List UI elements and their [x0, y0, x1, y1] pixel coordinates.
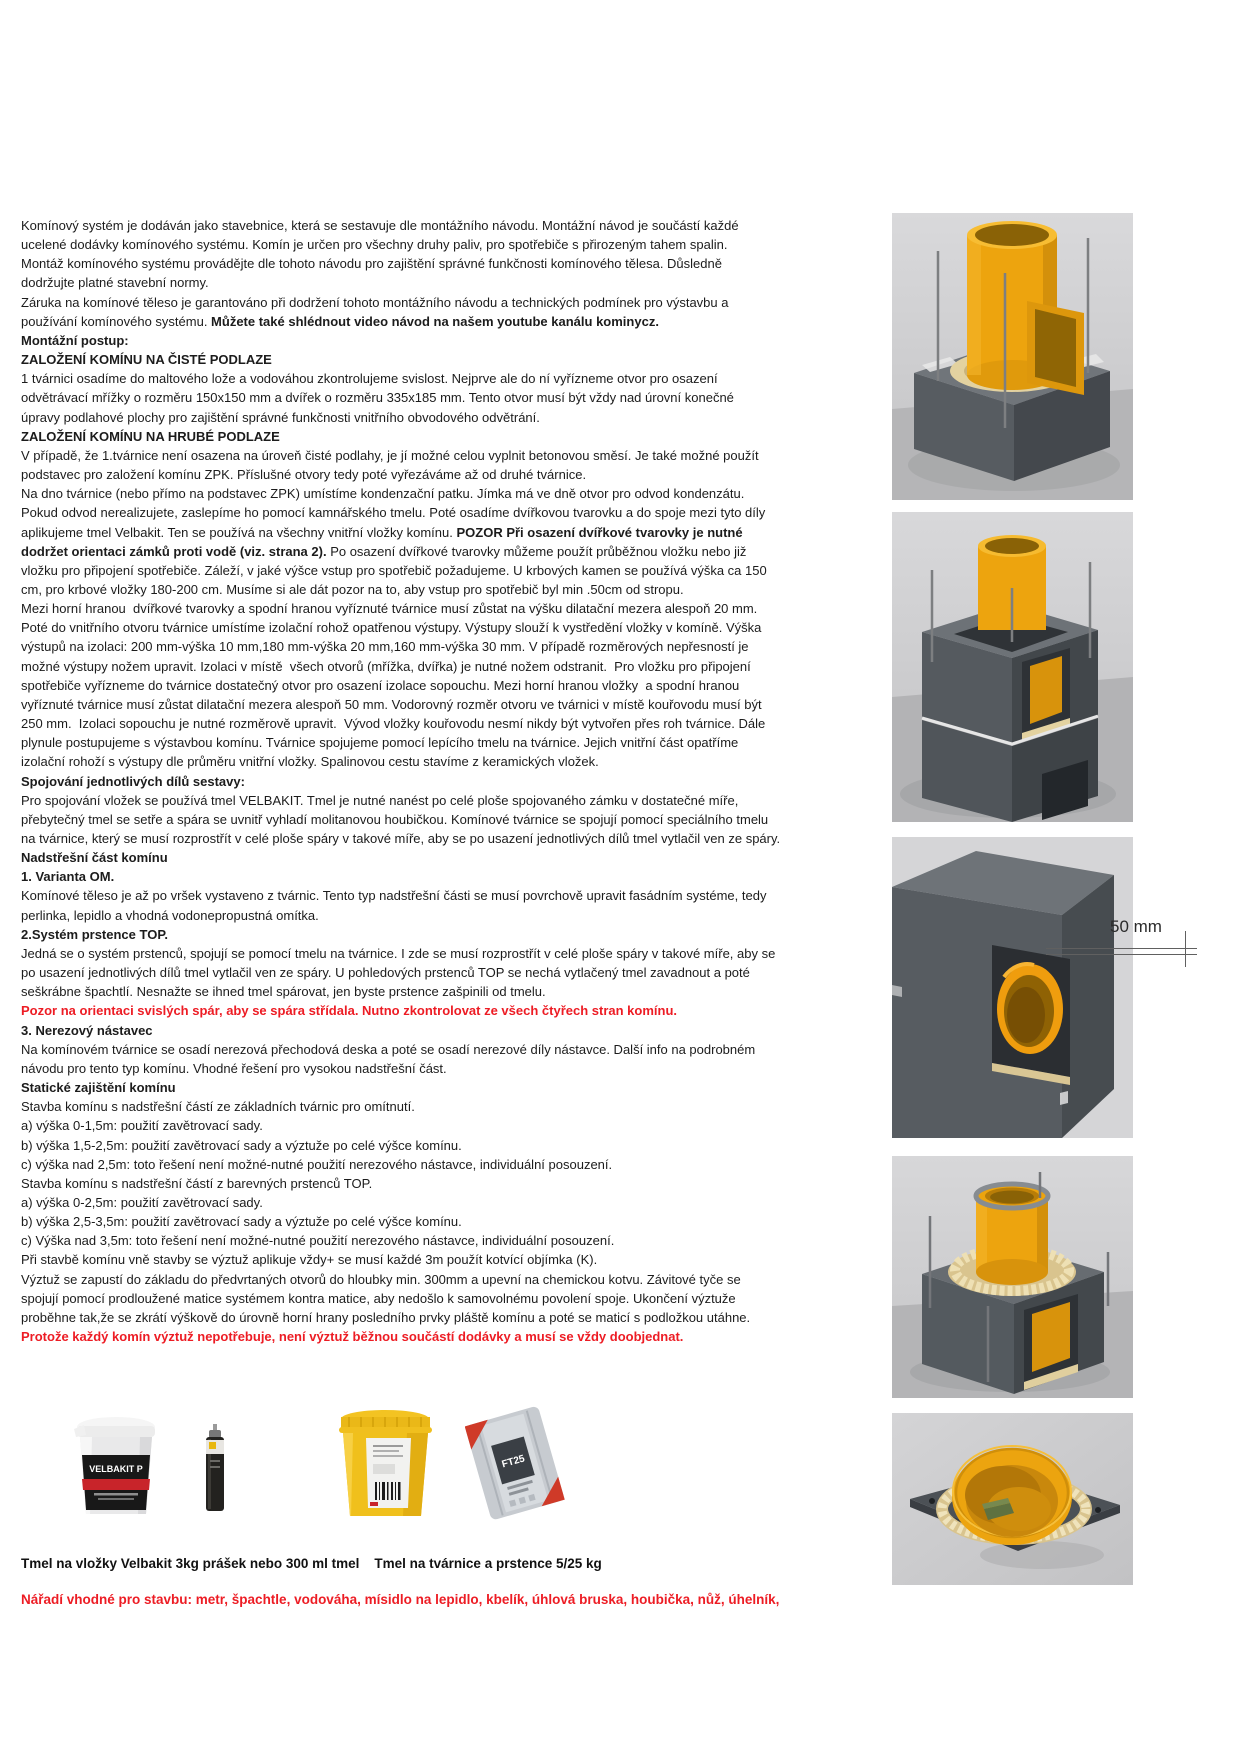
dimension-50mm-label: 50 mm [1110, 917, 1162, 936]
velbakit-bucket-label: VELBAKIT P [89, 1464, 143, 1474]
text-line: návodu pro tento typ komínu. Vhodné řešení pro vysokou nadstřešní část. [21, 1060, 447, 1076]
text-line: odvětrávací mřížky o rozměru 150x150 mm a dvířek o rozměru 335x185 mm. Tento otvor musí být vždy nad úrovní konečné [21, 390, 734, 406]
text-line: Na komínovém tvárnice se osadí nerezová přechodová deska a poté se osadí nerezové díly nástavce. Další info na podrobném [21, 1041, 756, 1057]
text-line: Montážní postup: [21, 332, 129, 348]
product-velbakit-bucket [72, 1413, 160, 1518]
text-line: 3. Nerezový nástavec [21, 1022, 153, 1038]
dimension-leader-line [1046, 954, 1197, 955]
text-line: Jedná se o systém prstenců, spojují se pomocí tmelu na tvárnice. I zde se musí rozprostřít v celé ploše spáry v takové míře, aby se [21, 945, 776, 961]
chimney-stack-illustration [892, 512, 1133, 822]
text-line: Na dno tvárnice (nebo přímo na podstavec ZPK) umístíme kondenzační patku. Jímka má ve dně otvor pro odvod kondenzátu. [21, 486, 745, 502]
text-line: úpravy podlahové plochy pro zajištění správné funkčnosti vnitřního obvodového odvětrání. [21, 409, 540, 425]
text-line: c) výška nad 2,5m: toto řešení není možné-nutné použití nerezového nástavce, individuální posouzení. [21, 1156, 613, 1172]
text-line: ucelené dodávky komínového systému. Komín je určen pro všechny druhy paliv, pro spotřebiče s přirozeným tahem spalin. [21, 237, 728, 253]
text-line: Pro spojování vložek se používá tmel VELBAKIT. Tmel je nutné nanést po celé ploše spojovaného zámku v dostatečné míře, [21, 792, 739, 808]
mortar-bag-label: FT25 [500, 1453, 527, 1471]
text-line: b) výška 2,5-3,5m: použití zavětrovací sady a výztuže po celé výšce komínu. [21, 1214, 462, 1230]
chimney-block-liner-illustration [892, 213, 1133, 500]
text-line: vyříznuté tvárnice musí zůstat dilatační mezera alespoň 50 mm. Vodorovný rozměr otvoru ve tvárnici v místě kouřovodu musí být [21, 696, 762, 712]
text-line: dodržujte platné stavební normy. [21, 275, 209, 291]
text-line: Stavba komínu s nadstřešní částí ze základních tvárnic pro omítnutí. [21, 1099, 415, 1115]
text-line: seškrábne špachtlí. Nesnažte se ihned tmel spárovat, jen byste prstence zašpinili od tmelu. [21, 984, 546, 1000]
text-line: Komínový systém je dodáván jako stavebnice, která se sestavuje dle montážního návodu. Montážní návod je součástí každé [21, 218, 739, 233]
dimension-leader-line [1046, 948, 1197, 949]
text-line: Záruka na komínové těleso je garantováno při dodržení tohoto montážního návodu a technických podmínek pro výstavbu a [21, 294, 729, 310]
text-line: proběhne tak,že se zkrátí výškově do úrovně horní hrany posledního prvky pláště komínu a poté se maticí s podložkou utáhne. [21, 1309, 751, 1325]
condensate-pan-illustration [892, 1413, 1133, 1585]
text-line: a) výška 0-2,5m: použití zavětrovací sady. [21, 1194, 263, 1210]
text-line: Stavba komínu s nadstřešní částí z barevných prstenců TOP. [21, 1175, 373, 1191]
product-sealant-tube [200, 1424, 230, 1514]
tools-note: Nářadí vhodné pro stavbu: metr, špachtle, vodováha, mísidlo na lepidlo, kbelík, úhlová bruska, houbička, nůž, úhelník, [21, 1592, 780, 1607]
text-line: Komínové těleso je až po vršek vystaveno z tvárnic. Tento typ nadstřešní části se musí povrchově upravit fasádním systéme, tedy [21, 888, 767, 904]
text-line: perlinka, lepidlo a vhodná vodonepropustná omítka. [21, 907, 319, 923]
text-line: spotřebiče vyřízneme do tvárnice dostatečný otvor pro osazení izolace sopouchu. Mezi horní hranou vložky a spodní hranou [21, 677, 740, 693]
text-line: po usazení jednotlivých dílů tmel vytlačil ven ze spáry. U pohledových prstenců TOP se nechá vytlačený tmel zavadnout a poté [21, 965, 750, 981]
text-line: 1. Varianta OM. [21, 869, 115, 885]
text-line: ZALOŽENÍ KOMÍNU NA ČISTÉ PODLAZE [21, 352, 272, 368]
text-line: Poté do vnitřního otvoru tvárnice umístíme izolační rohož opatřenou výstupy. Výstupy slouží k vystředění vložky v komíně. Výška [21, 620, 762, 636]
text-line: na tvárnice, který se musí rozprostřít v celé ploše spáry v takové míře, aby se po usazení jednotlivých dílů tmel vytlačil ven ze spáry. [21, 831, 781, 846]
text-line: V případě, že 1.tvárnice není osazena na úroveň čisté podlahy, je jí možné celou vyplnit betonovou směsí. Je také možné použít [21, 447, 759, 463]
text-line: izolační rohoží s výstupy dle průměru vnitřní vložky. Spalinovou cestu stavíme z keramických vložek. [21, 754, 599, 770]
instruction-text [21, 216, 851, 1346]
text-line: Montáž komínového systému provádějte dle tohoto návodu pro zajištění správné funkčnosti komínového tělesa. Důsledně [21, 256, 722, 272]
text-line: plynule postupujeme s výstavbou komínu. Tvárnice spojujeme pomocí lepícího tmelu na tvárnice. Jejich vnitřní část opatříme [21, 735, 739, 751]
text-line: Protože každý komín výztuž nepotřebuje, není výztuž běžnou součástí dodávky a musí se vždy doobjednat. [21, 1329, 684, 1345]
text-line: přebytečný tmel se setře a spára se uvnitř vyhladí molitanovou houbičkou. Komínové tvárnice se spojují pomocí speciálního tmelu [21, 811, 769, 827]
text-line: vložku pro připojení spotřebiče. Záleží, v jaké výšce vstup pro spotřebič požadujeme. U krbových kamen se používá výška ca 150 [21, 562, 767, 578]
product-mortar-bag [465, 1406, 565, 1522]
text-line: 1 tvárnici osadíme do maltového lože a vodováhou zkontrolujeme svislost. Nejprve ale do ní vyřízneme otvor pro osazení [21, 371, 718, 387]
materials-note: Tmel na vložky Velbakit 3kg prášek nebo 300 ml tmel Tmel na tvárnice a prstence 5/25 kg [21, 1556, 602, 1571]
text-line: aplikujeme tmel Velbakit. Ten se používá na všechny vnitřní vložky komínu. POZOR Při osazení dvířkové tvarovky je nutné [21, 524, 743, 540]
sealant-tube-illustration [200, 1424, 230, 1514]
insulation-ring-illustration [892, 1156, 1133, 1398]
flue-outlet-illustration [892, 837, 1133, 1138]
photo-block-insulation-ring [892, 1156, 1133, 1398]
text-line: a) výška 0-1,5m: použití zavětrovací sady. [21, 1118, 263, 1134]
text-line: c) Výška nad 3,5m: toto řešení není možné-nutné použití nerezového nástavce, individuální posouzení. [21, 1233, 615, 1249]
mortar-bag-illustration [465, 1406, 565, 1522]
text-line: cm, pro krbové vložky 180-200 cm. Musíme si ale dát pozor na to, aby vstup pro spotřebič byl min .50cm od stropu. [21, 581, 684, 597]
text-line: Spojování jednotlivých dílů sestavy: [21, 773, 245, 789]
photo-block-stack-window [892, 512, 1133, 822]
text-line: 2.Systém prstence TOP. [21, 926, 168, 942]
velbakit-bucket-illustration [72, 1413, 160, 1518]
text-line: výstupů na izolaci: 200 mm-výška 10 mm,180 mm-výška 20 mm,160 mm-výška 30 mm. V případě rozměrových nepřesností je [21, 639, 749, 655]
product-mortar-bucket [337, 1408, 434, 1519]
text-line: Při stavbě komínu vně stavby se výztuž aplikuje vždy+ se musí každé 3m použít kotvící objímka (K). [21, 1252, 598, 1268]
text-line: možné výstupy nožem upravit. Izolaci v místě všech otvorů (mřížka, dvířka) je nutné nožem odstranit. Pro vložku pro připojení [21, 658, 751, 674]
text-line: Pozor na orientaci svislých spár, aby se spára střídala. Nutno zkontrolovat ze všech čtyřech stran komínu. [21, 1003, 678, 1019]
text-line: dodržet orientaci zámků proti vodě (viz. strana 2). Po osazení dvířkové tvarovky můžeme použít průběžnou vložku nebo již [21, 543, 747, 559]
photo-condensate-pan [892, 1413, 1133, 1585]
photo-block-with-liner [892, 213, 1133, 500]
text-line: používání komínového systému. Můžete také shlédnout video návod na našem youtube kanálu kominycz. [21, 313, 659, 329]
text-line: ZALOŽENÍ KOMÍNU NA HRUBÉ PODLAZE [21, 428, 280, 444]
text-line: b) výška 1,5-2,5m: použití zavětrovací sady a výztuže po celé výšce komínu. [21, 1137, 462, 1153]
text-line: Statické zajištění komínu [21, 1080, 176, 1096]
text-line: Pokud odvod nerealizujete, zaslepíme ho pomocí kamnářského tmelu. Poté osadíme dvířkovou tvarovku a do spoje mezi tyto díly [21, 505, 766, 521]
photo-block-flue-outlet [892, 837, 1133, 1138]
text-line: spojují pomocí prodloužené matice systémem kontra matice, aby nedošlo k samovolnému povolení spoje. Ukončení výztuže [21, 1290, 736, 1306]
text-line: Nadstřešní část komínu [21, 850, 168, 866]
text-line: Mezi horní hranou dvířkové tvarovky a spodní hranou vyříznuté tvárnice musí zůstat na výšku dilatační mezera alespoň 20 mm. [21, 601, 758, 617]
mortar-bucket-illustration [337, 1408, 434, 1519]
dimension-tick-line [1185, 931, 1186, 967]
text-line: Výztuž se zapustí do základu do předvrtaných otvorů do hloubky min. 300mm a upevní na chemickou kotvu. Závitové tyče se [21, 1271, 741, 1287]
text-line: podstavec pro založení komínu ZPK. Příslušné otvory tedy poté vyřezáváme až od druhé tvárnice. [21, 467, 587, 483]
text-line: 250 mm. Izolaci sopouchu je nutné rozměrově upravit. Vývod vložky kouřovodu nesmí nikdy být vytvořen přes roh tvárnice. Dále [21, 716, 766, 732]
